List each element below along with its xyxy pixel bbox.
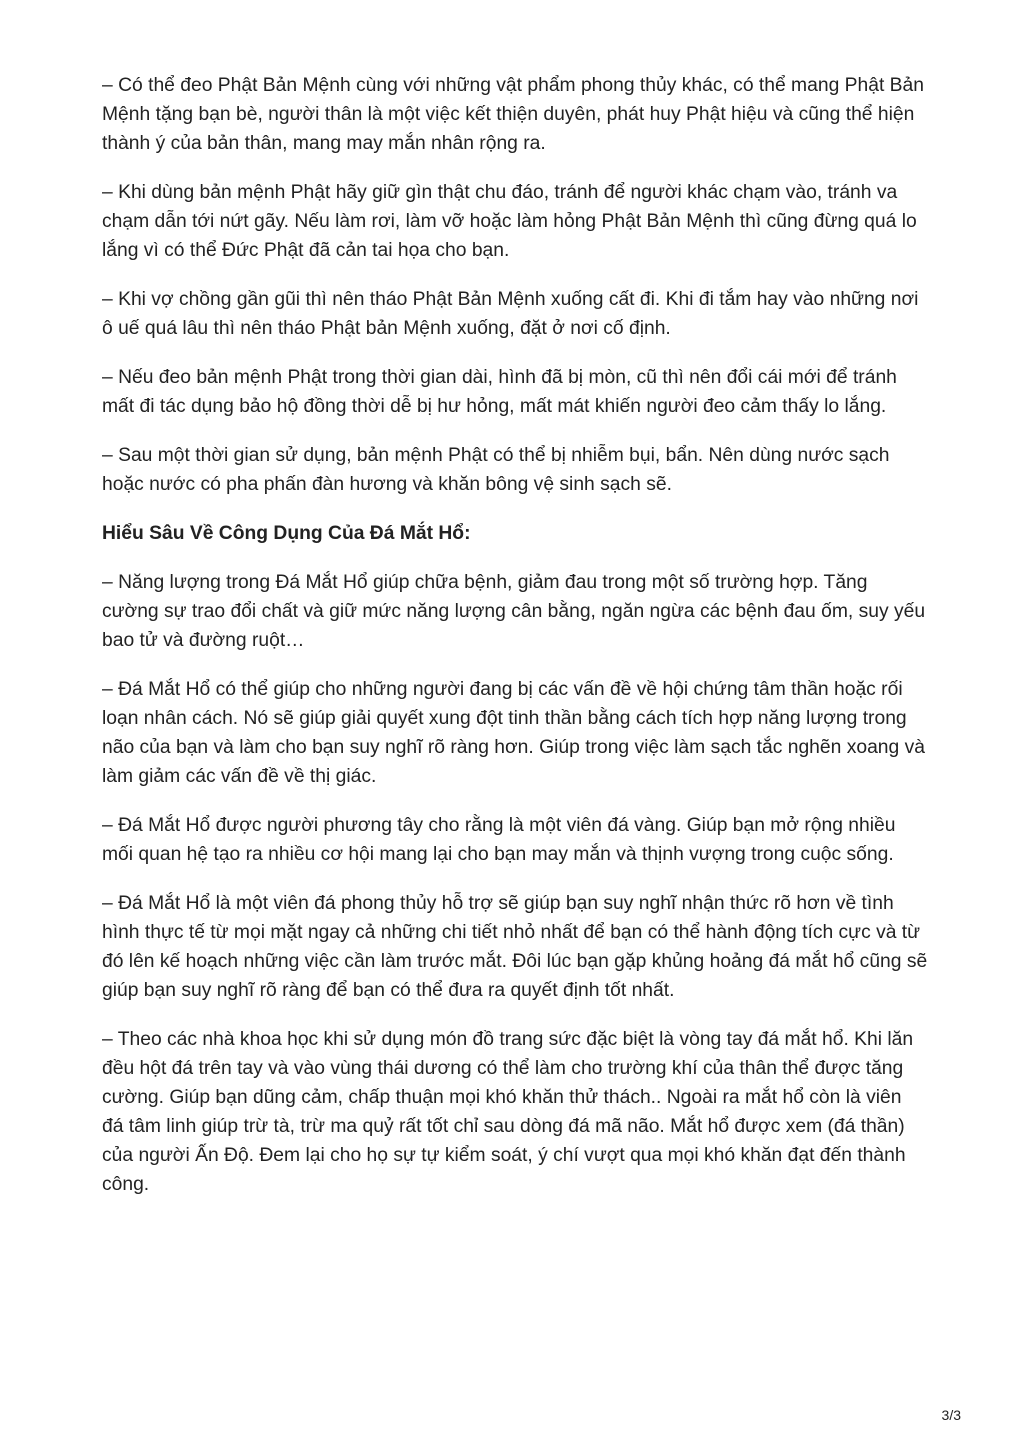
- paragraph-scientists: – Theo các nhà khoa học khi sử dụng món đồ trang sức đặc biệt là vòng tay đá mắt hổ. Khi lăn đều hột đá trên tay và vào vùng thái dương có thể làm cho trường khí của thân thể được tăng cường. Giúp bạn dũng cảm, chấp thuận mọi khó khăn thử thách.. Ngoài ra mắt hổ còn là viên đá tâm linh giúp trừ tà, trừ ma quỷ rất tốt chỉ sau dòng đá mã não. Mắt hổ được xem (đá thần) của người Ấn Độ. Đem lại cho họ sự tự kiểm soát, ý chí vượt qua mọi khó khăn đạt đến thành công.: [102, 1029, 914, 1195]
- paragraph-gift-amulet: – Có thể đeo Phật Bản Mệnh cùng với những vật phẩm phong thủy khác, có thể mang Phật Bản Mệnh tặng bạn bè, người thân là một việc kết thiện duyên, phát huy Phật hiệu và cũng thể hiện thành ý của bản thân, mang may mắn nhân rộng ra.: [102, 75, 924, 154]
- page-number: 3/3: [941, 1407, 961, 1423]
- section-heading: Hiểu Sâu Về Công Dụng Của Đá Mắt Hổ:: [102, 523, 471, 544]
- paragraph-healing-energy: – Năng lượng trong Đá Mắt Hổ giúp chữa bệnh, giảm đau trong một số trường hợp. Tăng cường sự trao đổi chất và giữ mức năng lượng cân bằng, ngăn ngừa các bệnh đau ốm, suy yếu bao tử và đường ruột…: [102, 572, 926, 651]
- paragraph-golden-stone: – Đá Mắt Hổ được người phương tây cho rằng là một viên đá vàng. Giúp bạn mở rộng nhiều mối quan hệ tạo ra nhiều cơ hội mang lại cho bạn may mắn và thịnh vượng trong cuộc sống.: [102, 815, 896, 865]
- paragraph-care-amulet: – Khi dùng bản mệnh Phật hãy giữ gìn thật chu đáo, tránh để người khác chạm vào, tránh va chạm dẫn tới nứt gãy. Nếu làm rơi, làm vỡ hoặc làm hỏng Phật Bản Mệnh thì cũng đừng quá lo lắng vì có thể Đức Phật đã cản tai họa cho bạn.: [102, 182, 917, 261]
- paragraph-remove-amulet: – Khi vợ chồng gần gũi thì nên tháo Phật Bản Mệnh xuống cất đi. Khi đi tắm hay vào những nơi ô uế quá lâu thì nên tháo Phật bản Mệnh xuống, đặt ở nơi cố định.: [102, 289, 919, 339]
- document-page: [102, 71, 928, 1219]
- paragraph-mental-health: – Đá Mắt Hổ có thể giúp cho những người đang bị các vấn đề về hội chứng tâm thần hoặc rối loạn nhân cách. Nó sẽ giúp giải quyết xung đột tinh thần bằng cách tích hợp năng lượng trong não của bạn và làm cho bạn suy nghĩ rõ ràng hơn. Giúp trong việc làm sạch tắc nghẽn xoang và làm giảm các vấn đề về thị giác.: [102, 679, 925, 787]
- paragraph-clear-thinking: – Đá Mắt Hổ là một viên đá phong thủy hỗ trợ sẽ giúp bạn suy nghĩ nhận thức rõ hơn về tình hình thực tế từ mọi mặt ngay cả những chi tiết nhỏ nhất để bạn có thể hành động tích cực và từ đó lên kế hoạch những việc cần làm trước mắt. Đôi lúc bạn gặp khủng hoảng đá mắt hổ cũng sẽ giúp bạn suy nghĩ rõ ràng để bạn có thể đưa ra quyết định tốt nhất.: [102, 893, 928, 1001]
- paragraph-replace-amulet: – Nếu đeo bản mệnh Phật trong thời gian dài, hình đã bị mòn, cũ thì nên đổi cái mới để tránh mất đi tác dụng bảo hộ đồng thời dễ bị hư hỏng, mất mát khiến người đeo cảm thấy lo lắng.: [102, 367, 897, 417]
- paragraph-clean-amulet: – Sau một thời gian sử dụng, bản mệnh Phật có thể bị nhiễm bụi, bẩn. Nên dùng nước sạch hoặc nước có pha phấn đàn hương và khăn bông vệ sinh sạch sẽ.: [102, 445, 890, 495]
